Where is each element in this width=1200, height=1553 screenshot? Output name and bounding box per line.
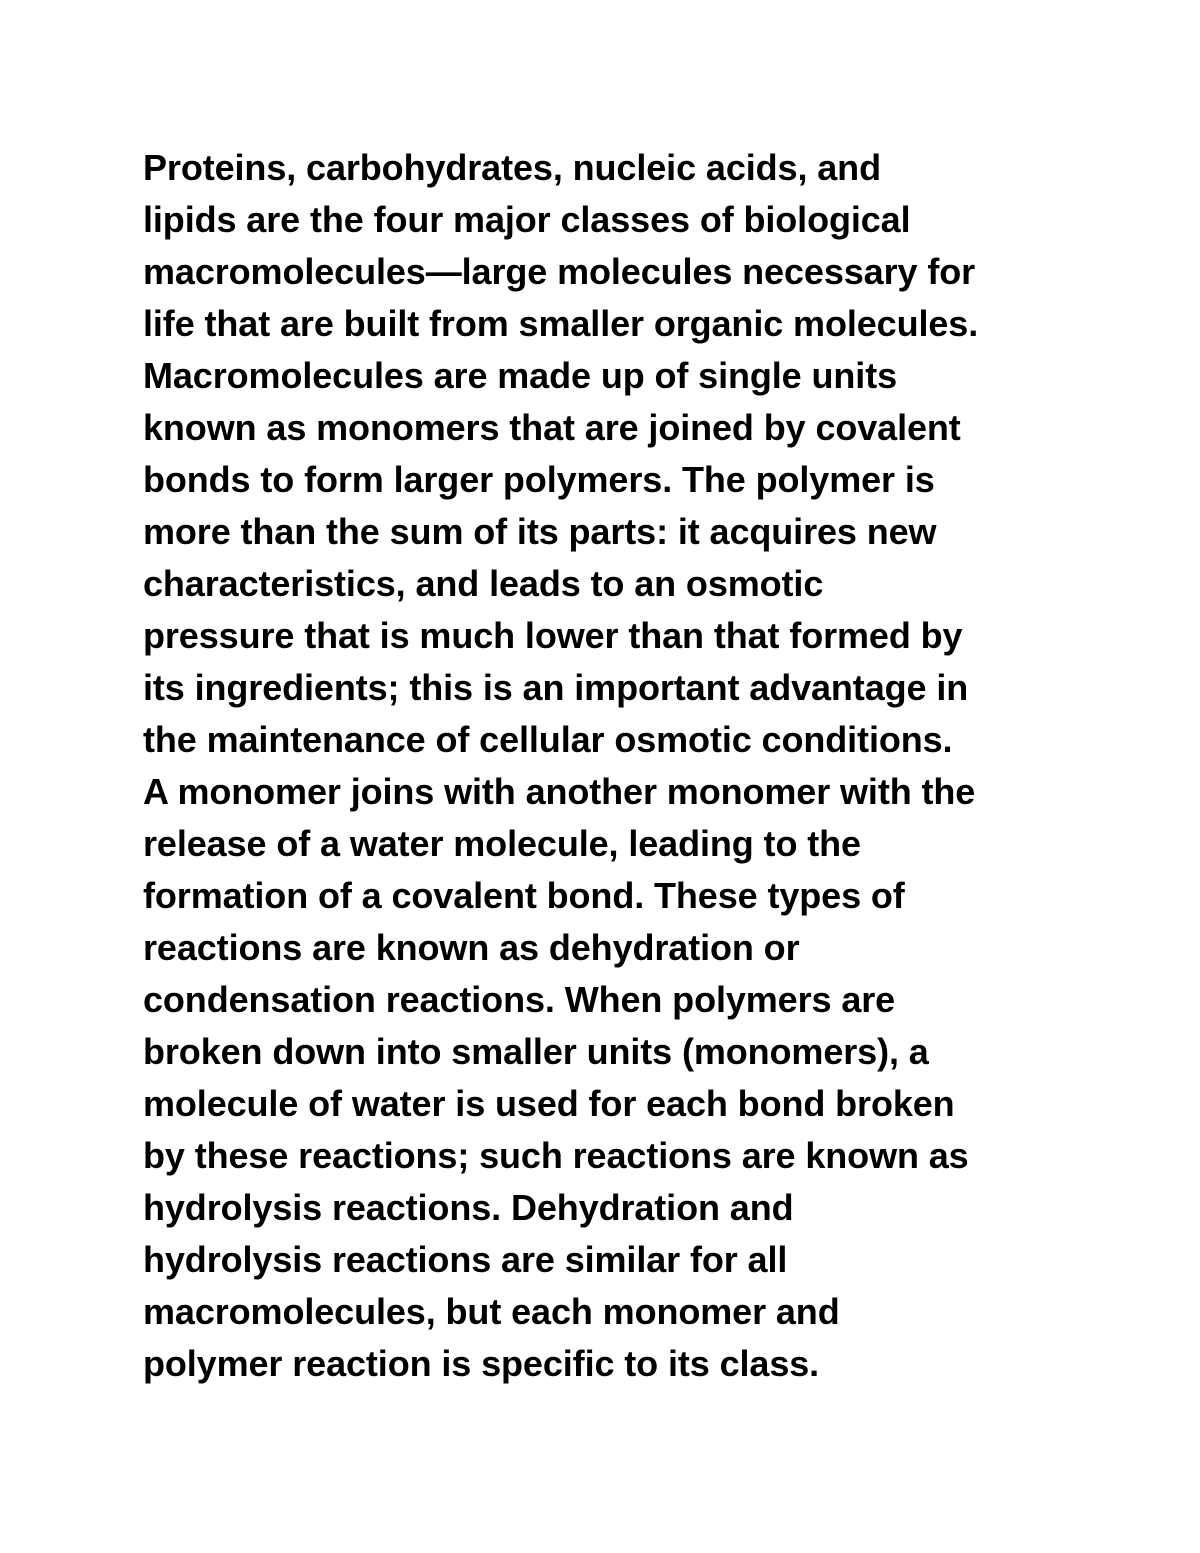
text-line: condensation reactions. When polymers are bbox=[143, 979, 896, 1020]
text-line: polymer reaction is specific to its class. bbox=[143, 1343, 820, 1384]
text-line: life that are built from smaller organic molecules. bbox=[143, 303, 979, 344]
text-line: by these reactions; such reactions are known as bbox=[143, 1135, 969, 1176]
text-line: release of a water molecule, leading to the bbox=[143, 823, 861, 864]
text-line: Proteins, carbohydrates, nucleic acids, and bbox=[143, 147, 881, 188]
text-line: macromolecules—large molecules necessary for bbox=[143, 251, 976, 292]
text-line: pressure that is much lower than that formed by bbox=[143, 615, 963, 656]
text-line: known as monomers that are joined by covalent bbox=[143, 407, 961, 448]
text-line: hydrolysis reactions. Dehydration and bbox=[143, 1187, 794, 1228]
text-line: lipids are the four major classes of biological bbox=[143, 199, 911, 240]
text-line: formation of a covalent bond. These types of bbox=[143, 875, 905, 916]
text-line: characteristics, and leads to an osmotic bbox=[143, 563, 824, 604]
text-line: molecule of water is used for each bond broken bbox=[143, 1083, 955, 1124]
text-line: A monomer joins with another monomer with the bbox=[143, 771, 976, 812]
text-line: more than the sum of its parts: it acquires new bbox=[143, 511, 937, 552]
text-line: Macromolecules are made up of single units bbox=[143, 355, 897, 396]
text-line: bonds to form larger polymers. The polymer is bbox=[143, 459, 935, 500]
text-line: macromolecules, but each monomer and bbox=[143, 1291, 840, 1332]
text-line: hydrolysis reactions are similar for all bbox=[143, 1239, 788, 1280]
text-line: its ingredients; this is an important advantage in bbox=[143, 667, 969, 708]
text-line: reactions are known as dehydration or bbox=[143, 927, 800, 968]
text-line: the maintenance of cellular osmotic conditions. bbox=[143, 719, 953, 760]
body-paragraph bbox=[143, 142, 1103, 1390]
text-line: broken down into smaller units (monomers), a bbox=[143, 1031, 929, 1072]
